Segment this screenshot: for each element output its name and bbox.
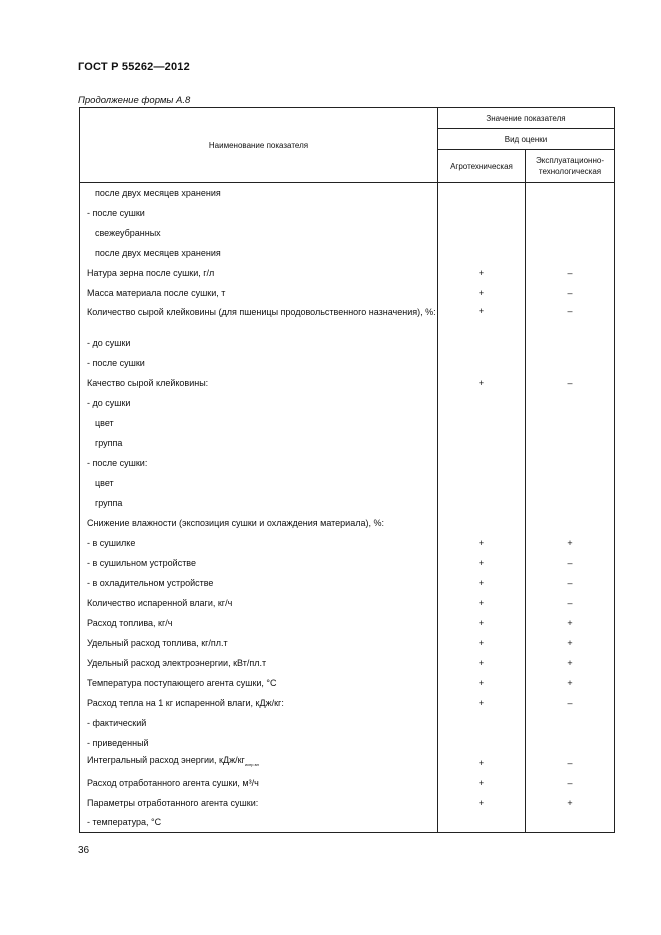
table-row	[80, 553, 615, 573]
row-label: - после сушки:	[80, 453, 438, 473]
oper-mark	[526, 353, 615, 373]
table-row	[80, 493, 615, 513]
agro-mark	[438, 453, 526, 473]
row-label: Расход тепла на 1 кг испаренной влаги, кДж/кг:	[80, 693, 438, 713]
agro-mark: +	[438, 613, 526, 633]
oper-mark: –	[526, 773, 615, 793]
oper-mark: –	[526, 553, 615, 573]
agro-mark	[438, 813, 526, 833]
row-label: Температура поступающего агента сушки, °С	[80, 673, 438, 693]
oper-mark	[526, 223, 615, 243]
table-row	[80, 183, 615, 203]
table-row	[80, 353, 615, 373]
row-label: - температура, °С	[80, 813, 438, 833]
agro-mark: +	[438, 593, 526, 613]
oper-mark: –	[526, 693, 615, 713]
agro-mark: +	[438, 553, 526, 573]
agro-mark	[438, 353, 526, 373]
table-row	[80, 593, 615, 613]
table-row	[80, 243, 615, 263]
row-label: после двух месяцев хранения	[80, 243, 438, 263]
table-row	[80, 223, 615, 243]
row-label: группа	[80, 433, 438, 453]
table-row	[80, 283, 615, 303]
row-label: Интегральный расход энергии, кДж/кг	[87, 755, 245, 766]
table-row	[80, 263, 615, 283]
oper-mark: –	[526, 263, 615, 283]
agro-mark	[438, 493, 526, 513]
oper-mark	[526, 183, 615, 203]
oper-mark: +	[526, 533, 615, 553]
oper-mark	[526, 713, 615, 733]
agro-mark	[438, 473, 526, 493]
agro-mark	[438, 203, 526, 223]
oper-mark: –	[526, 283, 615, 303]
header-operational: Эксплуатационно-технологическая	[526, 150, 615, 183]
table-row	[80, 473, 615, 493]
agro-mark	[438, 183, 526, 203]
oper-mark: –	[526, 573, 615, 593]
table-row	[80, 453, 615, 473]
agro-mark	[438, 733, 526, 753]
agro-mark: +	[438, 693, 526, 713]
row-label: - в сушильном устройстве	[80, 553, 438, 573]
oper-mark	[526, 413, 615, 433]
row-label: - в охладительном устройстве	[80, 573, 438, 593]
oper-mark	[526, 203, 615, 223]
oper-mark: –	[526, 303, 615, 333]
row-label: Параметры отработанного агента сушки:	[80, 793, 438, 813]
agro-mark: +	[438, 653, 526, 673]
header-indicator-value: Значение показателя	[438, 108, 615, 129]
table-row	[80, 633, 615, 653]
oper-mark: +	[526, 653, 615, 673]
agro-mark	[438, 393, 526, 413]
oper-mark	[526, 433, 615, 453]
row-label: - до сушки	[80, 393, 438, 413]
agro-mark	[438, 433, 526, 453]
agro-mark: +	[438, 773, 526, 793]
oper-mark: +	[526, 633, 615, 653]
indicators-table	[79, 107, 615, 833]
table-row	[80, 373, 615, 393]
agro-mark: +	[438, 533, 526, 553]
table-row	[80, 573, 615, 593]
oper-mark	[526, 333, 615, 353]
table-row	[80, 773, 615, 793]
table-row	[80, 533, 615, 553]
table-row	[80, 613, 615, 633]
agro-mark	[438, 333, 526, 353]
row-label: Масса материала после сушки, т	[80, 283, 438, 303]
row-label: - приведенный	[80, 733, 438, 753]
oper-mark: +	[526, 793, 615, 813]
form-caption: Продолжение формы А.8	[78, 95, 191, 106]
oper-mark: –	[526, 753, 615, 773]
row-label: цвет	[80, 413, 438, 433]
row-label: - до сушки	[80, 333, 438, 353]
row-label: после двух месяцев хранения	[80, 183, 438, 203]
agro-mark: +	[438, 673, 526, 693]
oper-mark	[526, 733, 615, 753]
row-label-cell	[80, 753, 438, 773]
table-row	[80, 693, 615, 713]
row-label: - после сушки	[80, 353, 438, 373]
row-label: Снижение влажности (экспозиция сушки и охлаждения материала), %:	[80, 513, 438, 533]
table-row	[80, 793, 615, 813]
oper-mark	[526, 813, 615, 833]
oper-mark	[526, 243, 615, 263]
table-row	[80, 753, 615, 773]
agro-mark: +	[438, 753, 526, 773]
row-label: - после сушки	[80, 203, 438, 223]
table-row	[80, 303, 615, 333]
oper-mark: +	[526, 613, 615, 633]
row-label: Расход отработанного агента сушки, м³/ч	[80, 773, 438, 793]
table-row	[80, 393, 615, 413]
page-number: 36	[78, 845, 90, 856]
agro-mark: +	[438, 283, 526, 303]
agro-mark	[438, 713, 526, 733]
header-evaluation-type: Вид оценки	[438, 129, 615, 150]
row-label: Удельный расход электроэнергии, кВт/пл.т	[80, 653, 438, 673]
oper-mark	[526, 473, 615, 493]
row-label: Расход топлива, кг/ч	[80, 613, 438, 633]
table-row	[80, 203, 615, 223]
row-label: свежеубранных	[80, 223, 438, 243]
agro-mark	[438, 223, 526, 243]
row-label: - в сушилке	[80, 533, 438, 553]
agro-mark	[438, 513, 526, 533]
agro-mark: +	[438, 373, 526, 393]
table-row	[80, 673, 615, 693]
row-label: Натура зерна после сушки, г/л	[80, 263, 438, 283]
agro-mark: +	[438, 573, 526, 593]
row-label: - фактический	[80, 713, 438, 733]
header-agrotechnical: Агротехническая	[438, 150, 526, 183]
oper-mark	[526, 513, 615, 533]
row-label: цвет	[80, 473, 438, 493]
document-header: ГОСТ Р 55262—2012	[78, 61, 190, 73]
row-label: группа	[80, 493, 438, 513]
table-row	[80, 333, 615, 353]
table-row	[80, 513, 615, 533]
agro-mark: +	[438, 303, 526, 333]
table-row	[80, 733, 615, 753]
agro-mark: +	[438, 633, 526, 653]
header-indicator-name: Наименование показателя	[80, 108, 438, 183]
row-label: Количество испаренной влаги, кг/ч	[80, 593, 438, 613]
oper-mark	[526, 453, 615, 473]
oper-mark	[526, 493, 615, 513]
agro-mark	[438, 243, 526, 263]
table-row	[80, 813, 615, 833]
row-label-subscript: испр.вл	[244, 761, 259, 767]
oper-mark	[526, 393, 615, 413]
table-row	[80, 433, 615, 453]
table-row	[80, 413, 615, 433]
table-row	[80, 653, 615, 673]
agro-mark	[438, 413, 526, 433]
oper-mark: +	[526, 673, 615, 693]
table-row	[80, 713, 615, 733]
row-label: Качество сырой клейковины:	[80, 373, 438, 393]
row-label: Количество сырой клейковины (для пшеницы продовольственного назначения), %:	[80, 303, 438, 333]
agro-mark: +	[438, 793, 526, 813]
row-label: Удельный расход топлива, кг/пл.т	[80, 633, 438, 653]
oper-mark: –	[526, 593, 615, 613]
agro-mark: +	[438, 263, 526, 283]
oper-mark: –	[526, 373, 615, 393]
